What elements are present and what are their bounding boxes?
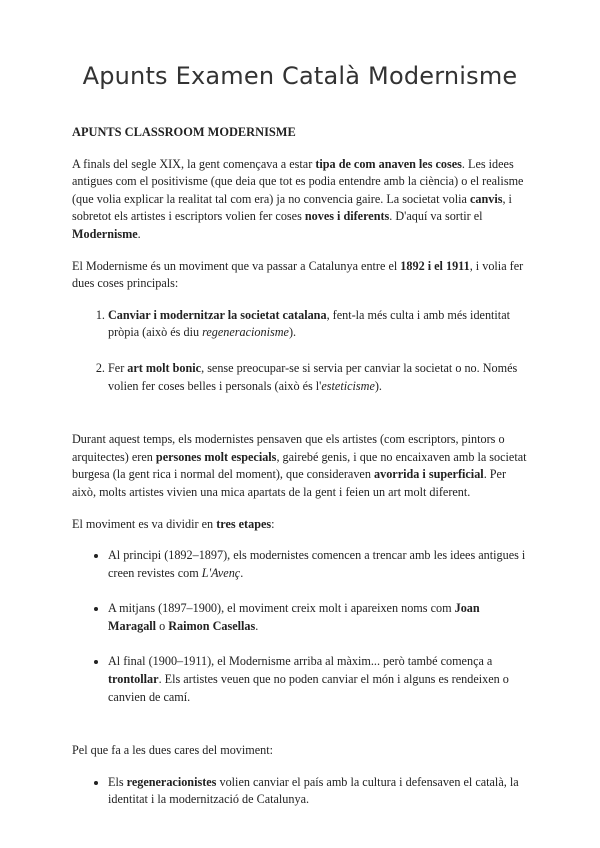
bold-text: Modernisme — [72, 226, 138, 241]
paragraph-stages — [72, 516, 528, 534]
text: Durant aquest temps, els modernistes pensaven que els artistes (com escriptors, pintors o arquitectes) eren — [72, 432, 505, 464]
italic-text: regeneracionisme — [202, 325, 289, 340]
text: Els — [108, 774, 127, 789]
bold-text: art molt bonic — [127, 360, 202, 375]
bold-text: canvis — [469, 191, 503, 206]
bold-text: tres etapes — [216, 516, 272, 531]
text: , fent-la més culta i amb més identitat pròpia (això és diu — [108, 307, 510, 340]
text: El moviment es va dividir en — [72, 516, 217, 531]
italic-text: L'Avenç — [201, 565, 241, 580]
paragraph-dates — [72, 258, 528, 293]
bold-text: Joan Maragall — [108, 601, 480, 633]
text: , sense preocupar-se si servia per canviar la societat o no. Només volien fer coses belles i personals (això és l' — [108, 360, 518, 393]
numbered-list — [72, 307, 528, 395]
paragraph-artists — [72, 431, 528, 501]
document-title: Apunts Examen Català Modernisme — [82, 62, 518, 90]
list-item — [108, 307, 528, 342]
list-item — [108, 653, 528, 706]
text: . D'aquí va sortir el — [389, 209, 483, 224]
bold-text: tipa de com anaven les coses — [315, 156, 462, 171]
text: Al final (1900–1911), el Modernisme arriba al màxim... però també comença a — [108, 654, 493, 669]
document-body — [72, 124, 528, 827]
text: . Els artistes veuen que no poden canviar el món i alguns es rendeixen o canvien de camí. — [108, 672, 509, 704]
text: , i volia fer dues coses principals: — [72, 258, 524, 291]
text: A mitjans (1897–1900), el moviment creix molt i apareixen noms com — [108, 601, 455, 616]
list-item — [108, 547, 528, 582]
bullet-list-stages — [72, 547, 528, 706]
text: ). — [374, 378, 382, 393]
text: . Les idees antigues com el positivisme (que deia que tot es podia entendre amb la ciència) o el realisme (que volia explicar la realitat tal com era) ja no convencia gaire. La societat volia — [72, 156, 524, 206]
spacer — [72, 724, 528, 742]
text: El Modernisme és un moviment que va passar a Catalunya entre el — [72, 258, 401, 273]
paragraph-intro — [72, 156, 528, 244]
text: , i sobretot els artistes i escriptors volien fer coses — [72, 191, 512, 224]
text: Fer — [108, 360, 128, 375]
bold-text: 1892 i el 1911 — [400, 258, 470, 273]
bold-text: persones molt especials — [155, 449, 277, 464]
list-item — [108, 774, 528, 809]
text: . — [255, 618, 259, 633]
bold-text: trontollar — [108, 672, 159, 687]
text: volien canviar el país amb la cultura i defensaven el català, la identitat i la modernització de Catalunya. — [108, 774, 519, 807]
text: o — [156, 618, 169, 633]
bullet-list-sides — [72, 774, 528, 809]
text: , gairebé genis, i que no encaixaven amb la societat burgesa (la gent rica i normal del moment), que consideraven — [72, 449, 527, 482]
bold-text: avorrida i superficial — [374, 467, 484, 482]
bold-text: Canviar i modernitzar la societat catalana — [108, 307, 327, 322]
text: . — [137, 226, 141, 241]
italic-text: esteticisme — [321, 378, 375, 393]
text: : — [271, 516, 275, 531]
text: . Per això, molts artistes vivien una mica apartats de la gent i feien un art molt diferent. — [72, 467, 507, 499]
bold-text: noves i diferents — [304, 209, 390, 224]
list-item — [108, 600, 528, 635]
text: Pel que fa a les dues cares del moviment: — [72, 743, 274, 758]
text: ). — [288, 325, 297, 340]
spacer — [72, 413, 528, 431]
section-heading: APUNTS CLASSROOM MODERNISME — [72, 125, 296, 139]
text: Al principi (1892–1897), els modernistes comencen a trencar amb les idees antigues i creen revistes com — [108, 548, 526, 580]
paragraph-two-sides — [72, 742, 528, 760]
bold-text: regeneracionistes — [126, 774, 217, 789]
list-item — [108, 360, 528, 395]
text: A finals del segle XIX, la gent començava a estar — [72, 156, 316, 171]
text: . — [240, 565, 244, 580]
bold-text: Raimon Casellas — [168, 618, 256, 633]
